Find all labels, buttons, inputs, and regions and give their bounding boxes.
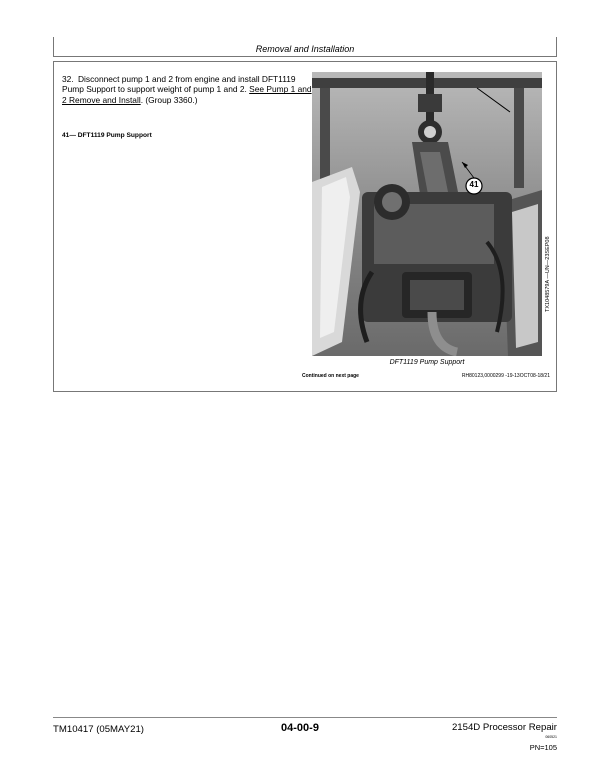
page-header <box>53 37 557 57</box>
callout-legend: 41— DFT1119 Pump Support <box>62 132 152 139</box>
photo-illustration <box>312 72 542 356</box>
figure-caption: DFT1119 Pump Support <box>389 359 465 366</box>
manual-title: 2154D Processor Repair <box>451 722 557 733</box>
callout-41: 41 <box>469 180 479 189</box>
step-number: 32. <box>62 74 74 84</box>
continued-label: Continued on next page <box>302 373 359 379</box>
footer-code: 060521 <box>545 735 557 739</box>
cross-reference-link[interactable]: See Pump 1 and 2 Remove and Install <box>62 84 312 105</box>
page-number: 04-00-9 <box>281 722 319 734</box>
step-text <box>62 74 312 105</box>
manual-id: TM10417 (05MAY21) <box>53 724 145 735</box>
step-text-before: Disconnect pump 1 and 2 from engine and install DFT1119 Pump Support to support weight of pump 1 and 2. <box>62 74 296 95</box>
step-text-after: . (Group 3360.) <box>140 94 198 105</box>
page-pn: PN=105 <box>529 743 557 752</box>
document-id: RH80123,0000299 -19-13OCT08-18/21 <box>461 373 550 379</box>
pump-support-photo <box>312 72 542 356</box>
content-section <box>53 61 557 392</box>
header-title: Removal and Installation <box>255 44 355 54</box>
step-32 <box>62 74 312 105</box>
footer-divider <box>53 717 557 718</box>
figure-id: TX1048579A —UN—23SEP08 <box>545 236 551 312</box>
